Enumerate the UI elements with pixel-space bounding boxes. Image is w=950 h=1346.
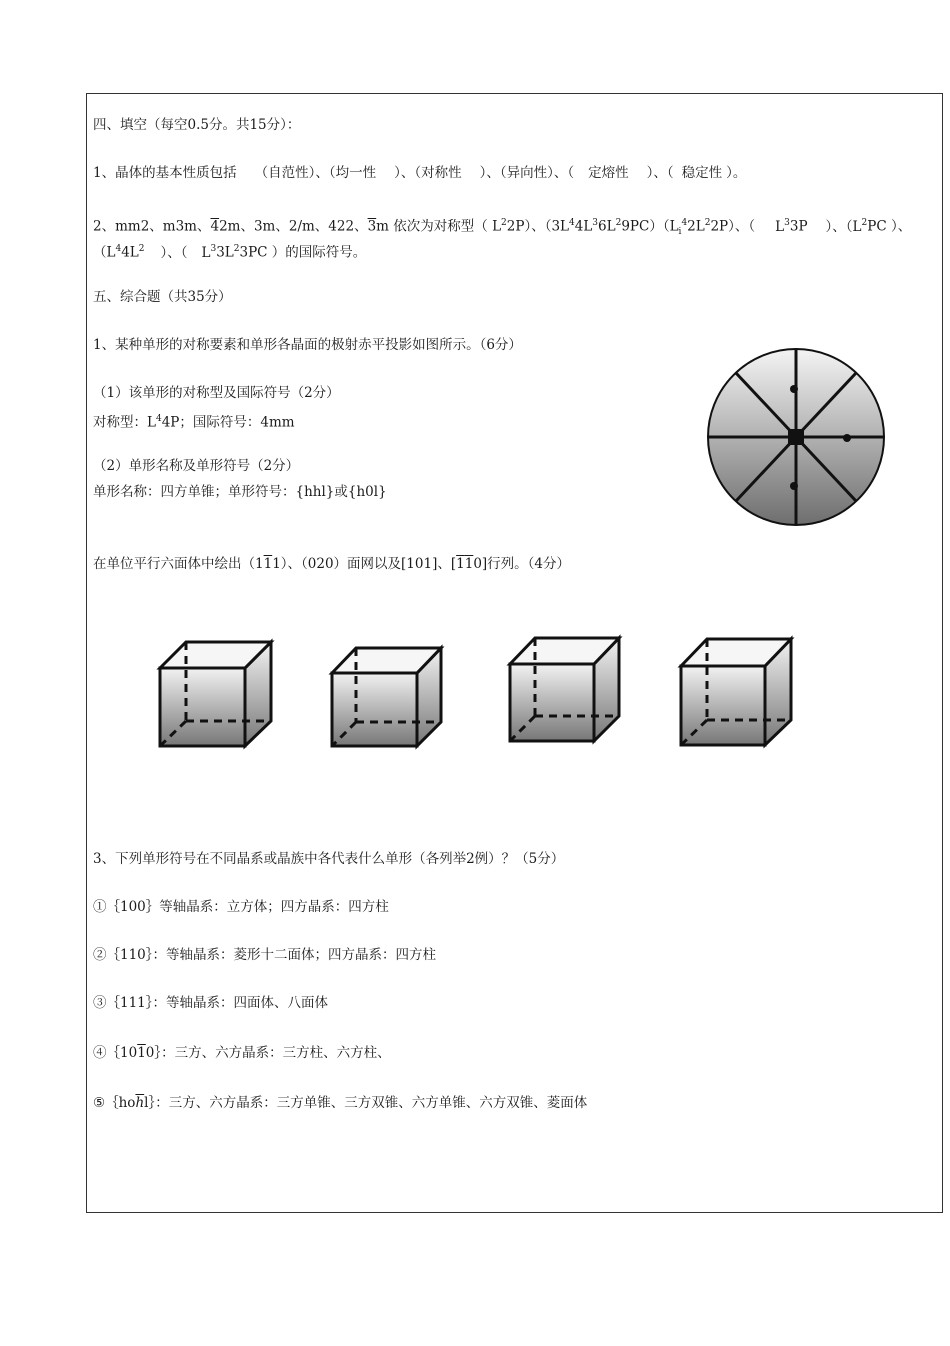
- section5-q1-sub2: （2）单形名称及单形符号（2分）: [93, 458, 300, 474]
- section5-q3-item1: ①｛100｝等轴晶系：立方体；四方晶系：四方柱: [93, 899, 389, 915]
- section4-heading: 四、填空（每空0.5分。共15分）：: [93, 117, 301, 133]
- unit-parallelepipeds: [150, 628, 810, 758]
- section4-q2-line2: （$L^44L^2$ ）、（ $L^33L^23PC$ ）的国际符号。: [93, 244, 367, 261]
- section5-q1-sub1: （1）该单形的对称型及国际符号（2分）: [93, 385, 340, 401]
- section5-q3-item4: ④｛1010｝：三方、六方晶系：三方柱、六方柱、: [93, 1045, 391, 1061]
- section4-q1: 1、晶体的基本性质包括 （自范性）、（均一性 ）、（对称性 ）、（异向性）、（ 定熔性 ）、（ 稳定性 ）。: [93, 165, 747, 181]
- section5-q1-ans2: 单形名称：四方单锥；单形符号：{hhl}或{h0l}: [93, 484, 387, 500]
- section5-q3-item2: ②｛110｝：等轴晶系：菱形十二面体；四方晶系：四方柱: [93, 947, 437, 963]
- section5-q3-item3: ③｛111｝：等轴晶系：四面体、八面体: [93, 995, 329, 1011]
- section5-q2-stem: 在单位平行六面体中绘出（111）、（020）面网以及[101]、[110]行列。（4分）: [93, 556, 571, 572]
- cube-2: [332, 648, 441, 746]
- section5-q3-item5: $⑤\{ho\overline{h}l\}$：三方、六方晶系：三方单锥、三方双锥、六方单锥、六方双锥、菱面体: [93, 1095, 588, 1111]
- section5-q1-ans1: 对称型：$L^44P$；国际符号：4mm: [93, 414, 295, 431]
- stereographic-projection: [708, 348, 890, 530]
- cube-3: [510, 638, 619, 741]
- section5-heading: 五、综合题（共35分）: [93, 289, 232, 305]
- section5-q1-stem: 1、某种单形的对称要素和单形各晶面的极射赤平投影如图所示。（6分）: [93, 337, 522, 353]
- section5-q3-stem: 3、下列单形符号在不同晶系或晶族中各代表什么单形（各列举2例）？（5分）: [93, 851, 565, 867]
- cube-4: [681, 639, 791, 745]
- cube-1: [160, 642, 271, 746]
- section4-q2-line1: 2、mm2、m3m、42m、3m、2/m、422、3m 依次为对称型（ $L^22P$）、$(3L^44L^36L^29PC)(L_i^42L^22P)$、（ $L^33P$ ）、（$L^2PC$ ）、: [93, 218, 912, 238]
